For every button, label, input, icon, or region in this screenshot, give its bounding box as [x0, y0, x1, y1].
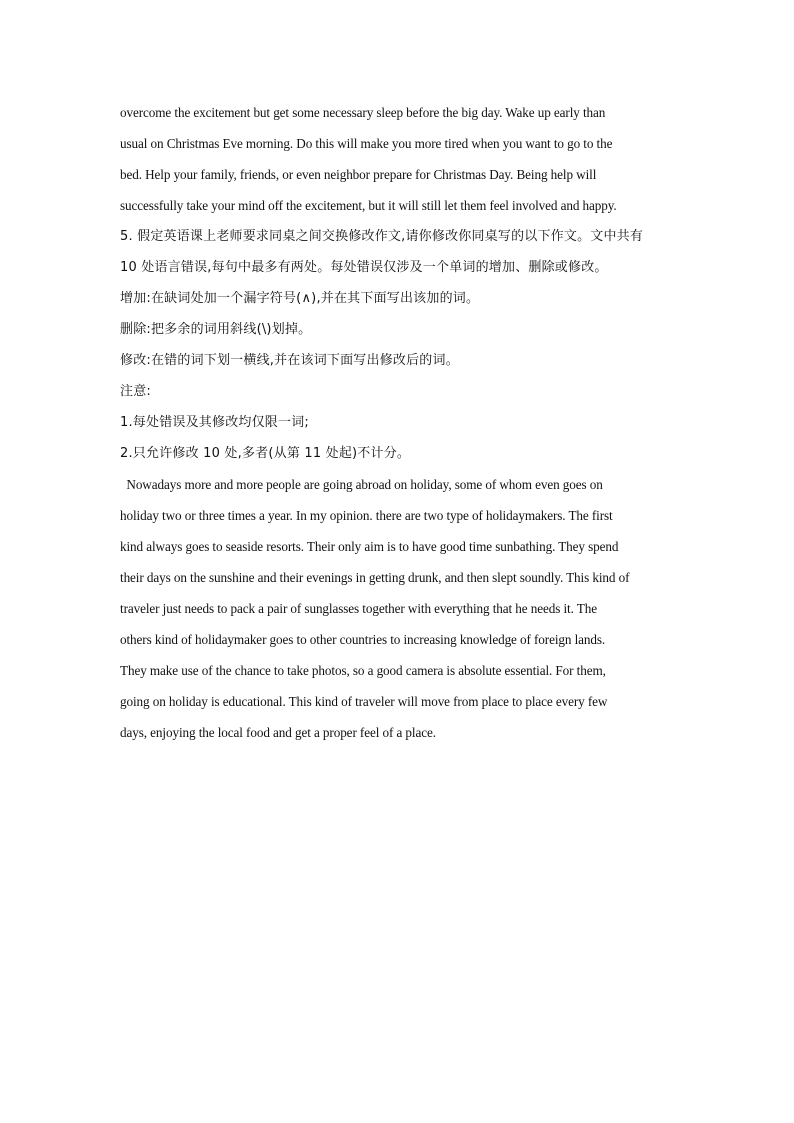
instruction-add: 增加:在缺词处加一个漏字符号(∧),并在其下面写出该加的词。: [120, 291, 480, 306]
note-item: 2.只允许修改 10 处,多者(从第 11 处起)不计分。: [120, 446, 411, 461]
note-item: 1.每处错误及其修改均仅限一词;: [120, 415, 309, 430]
document-body: [120, 100, 680, 751]
passage-line: overcome the excitement but get some necessary sleep before the big day. Wake up early than: [120, 105, 606, 120]
note-heading: 注意:: [120, 384, 151, 399]
essay-line: days, enjoying the local food and get a proper feel of a place.: [120, 725, 436, 740]
essay-line: traveler just needs to pack a pair of sunglasses together with everything that he needs it. The: [120, 601, 597, 616]
passage-line: successfully take your mind off the excitement, but it will still let them feel involved and happy.: [120, 198, 617, 213]
essay-line: Nowadays more and more people are going abroad on holiday, some of whom even goes on: [120, 477, 603, 492]
passage-line: bed. Help your family, friends, or even neighbor prepare for Christmas Day. Being help will: [120, 167, 597, 182]
question-instruction: 10 处语言错误,每句中最多有两处。每处错误仅涉及一个单词的增加、删除或修改。: [120, 260, 608, 275]
instruction-modify: 修改:在错的词下划一横线,并在该词下面写出修改后的词。: [120, 353, 459, 368]
instruction-delete: 删除:把多余的词用斜线(\)划掉。: [120, 322, 312, 337]
question-title: 5. 假定英语课上老师要求同桌之间交换修改作文,请你修改你同桌写的以下作文。文中共有: [120, 229, 644, 244]
passage-line: usual on Christmas Eve morning. Do this will make you more tired when you want to go to the: [120, 136, 613, 151]
essay-line: their days on the sunshine and their evenings in getting drunk, and then slept soundly. This kind of: [120, 570, 630, 585]
essay-line: going on holiday is educational. This kind of traveler will move from place to place every few: [120, 694, 608, 709]
essay-line: others kind of holidaymaker goes to other countries to increasing knowledge of foreign lands.: [120, 632, 606, 647]
essay-line: They make use of the chance to take photos, so a good camera is absolute essential. For them,: [120, 663, 606, 678]
essay-line: kind always goes to seaside resorts. Their only aim is to have good time sunbathing. They spend: [120, 539, 619, 554]
essay-line: holiday two or three times a year. In my opinion. there are two type of holidaymakers. The first: [120, 508, 613, 523]
